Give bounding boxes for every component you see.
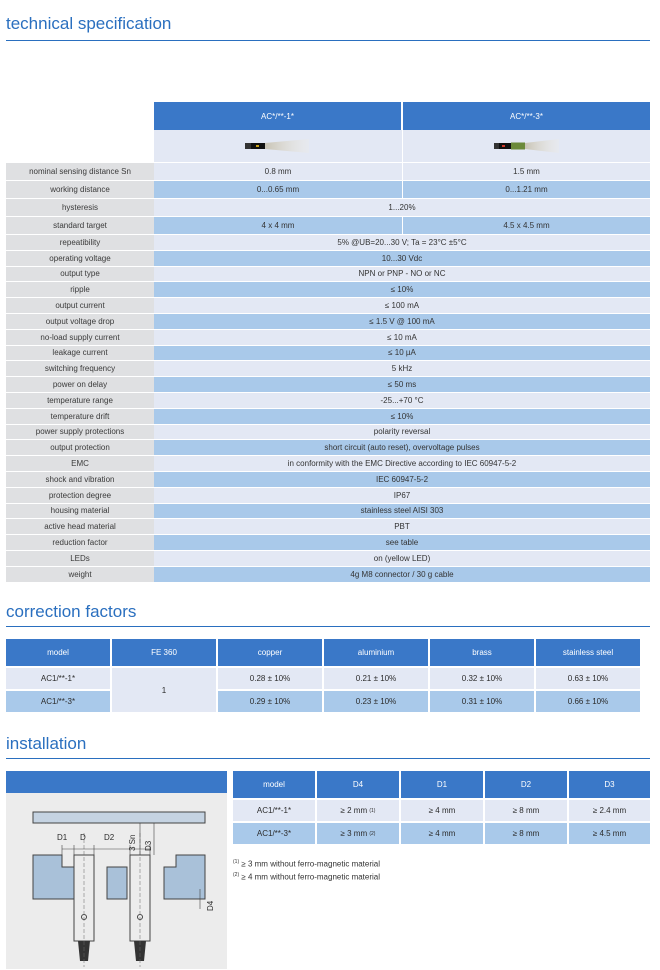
- col-header: D1: [401, 771, 483, 798]
- spec-label: working distance: [6, 181, 154, 198]
- spec-value: 4 x 4 mm: [154, 217, 402, 234]
- cell-d1: ≥ 4 mm: [401, 800, 483, 821]
- cell-copper: 0.29 ± 10%: [218, 691, 322, 712]
- spec-value: polarity reversal: [154, 425, 650, 440]
- spec-row: [6, 297, 650, 313]
- spec-header: [6, 102, 650, 130]
- spec-row: [6, 439, 650, 455]
- spec-label: shock and vibration: [6, 472, 154, 487]
- spec-value: IP67: [154, 488, 650, 503]
- spec-value: in conformity with the EMC Directive according to IEC 60947-5-2: [154, 456, 650, 471]
- spec-row: [6, 345, 650, 361]
- sensor-1-image: [243, 138, 313, 154]
- installation-diagram: [6, 771, 227, 969]
- col-header: copper: [218, 639, 322, 666]
- spec-label: nominal sensing distance Sn: [6, 163, 154, 180]
- spec-row: [6, 471, 650, 487]
- spec-label: temperature range: [6, 393, 154, 408]
- note: $^{(1)}$ ≥ 3 mm without ferro-magnetic material: [233, 859, 381, 869]
- cell-model: AC1/**-1*: [6, 668, 110, 689]
- spec-row: [6, 216, 650, 234]
- spec-row: [6, 550, 650, 566]
- spec-value: see table: [154, 535, 650, 550]
- spec-row: [6, 534, 650, 550]
- spec-label: switching frequency: [6, 361, 154, 376]
- cell-d4: ≥ 3 mm (2): [317, 823, 399, 844]
- diagram-label-d2: D2: [104, 833, 115, 842]
- col-header: D2: [485, 771, 567, 798]
- table-row: [233, 800, 650, 821]
- spec-row: [6, 266, 650, 282]
- spec-label: temperature drift: [6, 409, 154, 424]
- spec-row: [6, 360, 650, 376]
- cell-d1: ≥ 4 mm: [401, 823, 483, 844]
- spec-label: output current: [6, 298, 154, 313]
- spec-value: 1.5 mm: [402, 163, 650, 180]
- spec-value: on (yellow LED): [154, 551, 650, 566]
- spec-label: output protection: [6, 440, 154, 455]
- spec-value: 0...0.65 mm: [154, 181, 402, 198]
- spec-row: [6, 392, 650, 408]
- spec-rows: [6, 234, 650, 582]
- diagram-label-d3: D3: [144, 840, 153, 851]
- cell-fe360: 1: [112, 668, 216, 712]
- spec-label: operating voltage: [6, 251, 154, 266]
- spec-row: [6, 162, 650, 180]
- cell-stainless: 0.63 ± 10%: [536, 668, 640, 689]
- cell-d3: ≥ 4.5 mm: [569, 823, 650, 844]
- col-header: aluminium: [324, 639, 428, 666]
- spec-value: ≤ 100 mA: [154, 298, 650, 313]
- spec-label: hysteresis: [6, 199, 154, 216]
- spec-label: output type: [6, 267, 154, 282]
- spec-value: 0.8 mm: [154, 163, 402, 180]
- diagram-label-d4: D4: [206, 900, 215, 911]
- cell-d2: ≥ 8 mm: [485, 800, 567, 821]
- cell-copper: 0.28 ± 10%: [218, 668, 322, 689]
- spec-value: short circuit (auto reset), overvoltage pulses: [154, 440, 650, 455]
- section-title-installation: installation: [6, 734, 87, 753]
- spec-value: 5% @UB=20...30 V; Ta = 23°C ±5°C: [154, 235, 650, 250]
- spec-value: ≤ 10%: [154, 282, 650, 297]
- sensor-images-row: [6, 130, 650, 162]
- spec-value: ≤ 10 mA: [154, 330, 650, 345]
- col-header: model: [6, 639, 110, 666]
- spec-value: ≤ 50 ms: [154, 377, 650, 392]
- spec-value: stainless steel AISI 303: [154, 504, 650, 519]
- section-rule: [6, 626, 650, 627]
- spec-row: [6, 180, 650, 198]
- spec-row: [6, 250, 650, 266]
- spec-row: [6, 455, 650, 471]
- spec-value: PBT: [154, 519, 650, 534]
- spec-label: no-load supply current: [6, 330, 154, 345]
- spec-row: [6, 408, 650, 424]
- spec-label: leakage current: [6, 346, 154, 361]
- spec-value: 10...30 Vdc: [154, 251, 650, 266]
- cell-brass: 0.31 ± 10%: [430, 691, 534, 712]
- cell-stainless: 0.66 ± 10%: [536, 691, 640, 712]
- installation-header: [233, 771, 650, 798]
- spec-value: 1...20%: [154, 199, 650, 216]
- note: $^{(2)}$ ≥ 4 mm without ferro-magnetic material: [233, 871, 381, 882]
- spec-value: 4.5 x 4.5 mm: [402, 217, 650, 234]
- spec-row: [6, 487, 650, 503]
- spec-row: [6, 376, 650, 392]
- spec-row: [6, 281, 650, 297]
- table-row: [233, 823, 650, 844]
- spec-row: [6, 313, 650, 329]
- installation-table: [233, 771, 650, 844]
- spec-value: ≤ 10 µA: [154, 346, 650, 361]
- col-header: brass: [430, 639, 534, 666]
- section-title-technical: technical specification: [6, 14, 172, 33]
- col-header: model: [233, 771, 315, 798]
- spec-value: 4g M8 connector / 30 g cable: [154, 567, 650, 582]
- spec-label: ripple: [6, 282, 154, 297]
- model-header-1: AC*/**-1*: [154, 102, 401, 130]
- spec-value: IEC 60947-5-2: [154, 472, 650, 487]
- spec-label: repeatibility: [6, 235, 154, 250]
- spec-row: [6, 518, 650, 534]
- sensor-3-image: [492, 138, 562, 154]
- spec-value: ≤ 1.5 V @ 100 mA: [154, 314, 650, 329]
- spec-value: -25...+70 °C: [154, 393, 650, 408]
- diagram-label-d1: D1: [57, 833, 68, 842]
- spec-label: active head material: [6, 519, 154, 534]
- spec-label: standard target: [6, 217, 154, 234]
- installation-notes: [233, 857, 380, 882]
- spec-value: NPN or PNP - NO or NC: [154, 267, 650, 282]
- cell-model: AC1/**-3*: [6, 691, 110, 712]
- cell-model: AC1/**-1*: [233, 800, 315, 821]
- spec-value: 5 kHz: [154, 361, 650, 376]
- correction-header: [6, 639, 650, 666]
- col-header: stainless steel: [536, 639, 640, 666]
- spec-row: [6, 234, 650, 250]
- cell-d2: ≥ 8 mm: [485, 823, 567, 844]
- section-rule: [6, 758, 650, 759]
- col-header: D3: [569, 771, 650, 798]
- spec-row: [6, 329, 650, 345]
- spec-row: [6, 503, 650, 519]
- section-rule: [6, 40, 650, 41]
- spec-row: [6, 424, 650, 440]
- cell-d3: ≥ 2.4 mm: [569, 800, 650, 821]
- spec-label: EMC: [6, 456, 154, 471]
- col-header: FE 360: [112, 639, 216, 666]
- model-header-3: AC*/**-3*: [403, 102, 650, 130]
- cell-aluminium: 0.21 ± 10%: [324, 668, 428, 689]
- spec-row: [6, 198, 650, 216]
- spec-value: ≤ 10%: [154, 409, 650, 424]
- col-header: D4: [317, 771, 399, 798]
- spec-table: [6, 102, 650, 582]
- cell-d4: ≥ 2 mm (1): [317, 800, 399, 821]
- spec-label: protection degree: [6, 488, 154, 503]
- spec-label: output voltage drop: [6, 314, 154, 329]
- spec-label: housing material: [6, 504, 154, 519]
- spec-label: LEDs: [6, 551, 154, 566]
- cell-brass: 0.32 ± 10%: [430, 668, 534, 689]
- spec-row: [6, 566, 650, 582]
- spec-label: power on delay: [6, 377, 154, 392]
- diagram-label-d: D: [80, 833, 86, 842]
- spec-label: weight: [6, 567, 154, 582]
- section-title-correction: correction factors: [6, 602, 137, 621]
- spec-value: 0...1.21 mm: [402, 181, 650, 198]
- diagram-label-3sn: 3 Sn: [128, 834, 137, 851]
- cell-aluminium: 0.23 ± 10%: [324, 691, 428, 712]
- spec-label: power supply protections: [6, 425, 154, 440]
- installation-drawing: [6, 771, 227, 969]
- spec-label: reduction factor: [6, 535, 154, 550]
- correction-table: [6, 639, 650, 712]
- cell-model: AC1/**-3*: [233, 823, 315, 844]
